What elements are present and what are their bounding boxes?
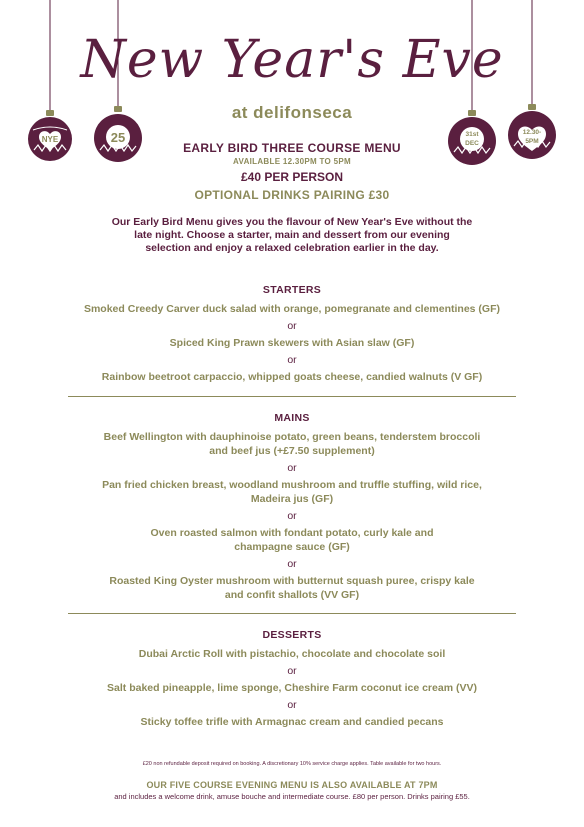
mains-heading: MAINS: [274, 412, 310, 424]
starter-item-2: Spiced King Prawn skewers with Asian slaw (GF): [169, 337, 415, 349]
desserts-section: [40, 629, 544, 729]
evening-menu-notice: OUR FIVE COURSE EVENING MENU IS ALSO AVAILABLE AT 7PM: [146, 780, 438, 790]
price: £40 PER PERSON: [240, 170, 344, 184]
bauble-time-line1: 12.30-: [522, 129, 542, 136]
main-item-3-line1: Oven roasted salmon with fondant potato, curly kale and: [150, 527, 434, 539]
main-item-2-line1: Pan fried chicken breast, woodland mushroom and truffle stuffing, wild rice,: [102, 479, 482, 491]
dessert-item-1: Dubai Arctic Roll with pistachio, chocolate and chocolate soil: [138, 648, 446, 660]
or-separator: or: [287, 354, 297, 366]
main-item-4-line2: and confit shallots (VV GF): [224, 589, 360, 601]
intro-text: Our Early Bird Menu gives you the flavour of New Year's Eve without the late night. Choose a starter, main and dessert from our evening selection and enjoy a relaxed celebration earlier in the day.: [111, 216, 473, 254]
starter-item-3: Rainbow beetroot carpaccio, whipped goats cheese, candied walnuts (V GF): [101, 371, 483, 383]
dessert-item-3: Sticky toffee trifle with Armagnac cream and candied pecans: [140, 716, 444, 728]
or-separator: or: [287, 462, 297, 474]
section-divider: [68, 396, 516, 397]
mains-section: [40, 412, 544, 602]
bauble-time-line2: 5PM: [525, 138, 539, 145]
section-divider: [68, 613, 516, 614]
bauble-date-line1: 31st: [465, 131, 479, 138]
desserts-heading: DESSERTS: [262, 629, 322, 641]
bauble-date-line2: DEC: [465, 140, 479, 147]
bauble-nye-label: NYE: [41, 135, 59, 144]
or-separator: or: [287, 665, 297, 677]
or-separator: or: [287, 510, 297, 522]
starters-heading: STARTERS: [262, 284, 322, 296]
starter-item-1: Smoked Creedy Carver duck salad with orange, pomegranate and clementines (GF): [83, 303, 501, 315]
venue-subtitle: at delifonseca: [231, 103, 353, 122]
dessert-item-2: Salt baked pineapple, lime sponge, Cheshire Farm coconut ice cream (VV): [107, 682, 477, 694]
fine-print: £20 non refundable deposit required on booking. A discretionary 10% service charge applies. Table available for two hours.: [142, 761, 442, 767]
availability: AVAILABLE 12.30PM TO 5PM: [233, 157, 351, 166]
or-separator: or: [287, 320, 297, 332]
main-item-3-line2: champagne sauce (GF): [234, 541, 350, 553]
or-separator: or: [287, 699, 297, 711]
menu-name: EARLY BIRD THREE COURSE MENU: [183, 141, 401, 155]
page-title: New Year's Eve: [80, 30, 504, 90]
or-separator: or: [287, 558, 297, 570]
drinks-pairing: OPTIONAL DRINKS PAIRING £30: [194, 188, 390, 202]
main-item-1-line1: Beef Wellington with dauphinoise potato, green beans, tenderstem broccoli: [103, 431, 481, 443]
main-item-4-line1: Roasted King Oyster mushroom with butternut squash puree, crispy kale: [109, 575, 475, 587]
main-item-1-line2: and beef jus (+£7.50 supplement): [209, 445, 375, 457]
starters-section: [40, 284, 544, 384]
main-item-2-line2: Madeira jus (GF): [250, 493, 334, 505]
bauble-25-label: 25: [110, 130, 126, 145]
evening-menu-details: and includes a welcome drink, amuse bouche and intermediate course. £80 per person. Drinks pairing £55.: [114, 792, 470, 801]
